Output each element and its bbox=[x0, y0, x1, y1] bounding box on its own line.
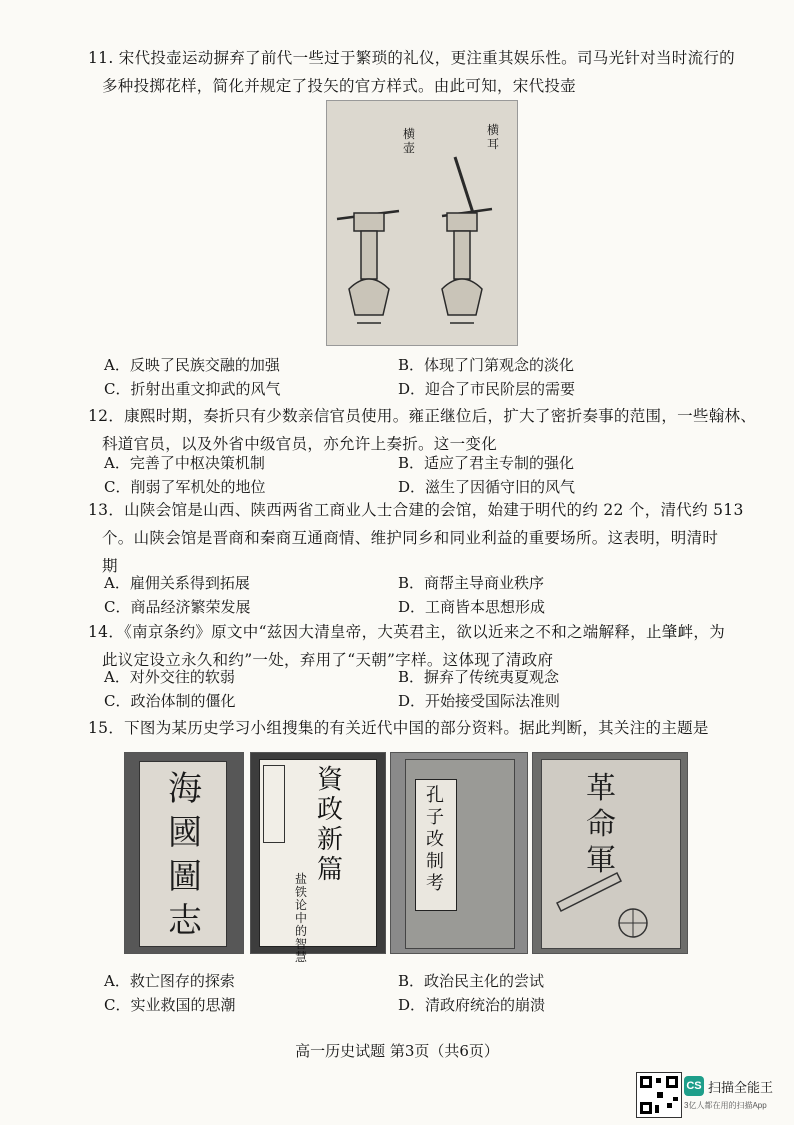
option-c[interactable]: C．折射出重文抑武的风气 bbox=[104, 380, 281, 398]
stem-line: 科道官员，以及外省中级官员，亦允许上奏折。这一变化 bbox=[102, 435, 498, 453]
option-c[interactable]: C．商品经济繁荣发展 bbox=[104, 598, 251, 616]
stem-line: 期 bbox=[102, 557, 118, 575]
book-title: 海國圖志 bbox=[168, 769, 202, 941]
option-b[interactable]: B．适应了君主专制的强化 bbox=[398, 454, 575, 472]
touhu-figure bbox=[326, 100, 518, 346]
option-b[interactable]: B．摒弃了传统夷夏观念 bbox=[398, 668, 560, 686]
qr-code bbox=[636, 1072, 682, 1118]
figure-label-left: 横壶 bbox=[403, 127, 416, 155]
option-a[interactable]: A．对外交往的软弱 bbox=[104, 668, 235, 686]
question-11-stem bbox=[88, 44, 735, 100]
question-12-stem bbox=[88, 402, 756, 458]
stem-line: 14．《南京条约》原文中“兹因大清皇帝，大英君主，欲以近来之不和之端解释，止肇衅，为 bbox=[88, 623, 725, 641]
scanner-name: 扫描全能王 bbox=[708, 1080, 774, 1095]
option-b[interactable]: B．体现了门第观念的淡化 bbox=[398, 356, 575, 374]
option-d[interactable]: D．清政府统治的崩溃 bbox=[398, 996, 546, 1014]
book-cover-kongzigaizhikao bbox=[390, 752, 528, 954]
option-d[interactable]: D．开始接受国际法准则 bbox=[398, 692, 561, 710]
figure-label-right: 横耳 bbox=[487, 123, 500, 151]
stem-line: 12．康熙时期，奏折只有少数亲信官员使用。雍正继位后，扩大了密折奏事的范围，一些翰林、 bbox=[88, 407, 757, 425]
option-b[interactable]: B．政治民主化的尝试 bbox=[398, 972, 545, 990]
camscanner-logo-icon: CS bbox=[684, 1076, 704, 1096]
option-d[interactable]: D．滋生了因循守旧的风气 bbox=[398, 478, 576, 496]
option-c[interactable]: C．削弱了军机处的地位 bbox=[104, 478, 266, 496]
stem-line: 15．下图为某历史学习小组搜集的有关近代中国的部分资料。据此判断，其关注的主题是 bbox=[88, 719, 709, 737]
stem-line: 个。山陕会馆是晋商和秦商互通商情、维护同乡和同业利益的重要场所。这表明，明清时 bbox=[102, 529, 719, 547]
stem-line: 此议定设立永久和约”一处，弃用了“天朝”字样。这体现了清政府 bbox=[102, 651, 554, 669]
scanner-tagline: 3亿人都在用的扫描App bbox=[684, 1101, 767, 1110]
cannon-illustration bbox=[547, 823, 671, 943]
book-cover-haiguotuzhi bbox=[124, 752, 244, 954]
option-c[interactable]: C．政治体制的僵化 bbox=[104, 692, 236, 710]
option-a[interactable]: A．救亡图存的探索 bbox=[104, 972, 235, 990]
book-subtitle: 盐铁论中的智慧 bbox=[295, 872, 308, 964]
option-c[interactable]: C．实业救国的思潮 bbox=[104, 996, 236, 1014]
book-cover-zizhengxinpian bbox=[250, 752, 386, 964]
question-15-stem bbox=[88, 714, 709, 742]
stem-line: 多种投掷花样，简化并规定了投矢的官方样式。由此可知，宋代投壶 bbox=[102, 77, 577, 95]
option-b[interactable]: B．商帮主导商业秩序 bbox=[398, 574, 545, 592]
stem-line: 13．山陕会馆是山西、陕西两省工商业人士合建的会馆，始建于明代的约 22 个，清代约 513 bbox=[88, 501, 744, 519]
book-title: 革命軍 bbox=[586, 771, 616, 878]
question-13-stem bbox=[88, 496, 744, 580]
book-title: 資政新篇 bbox=[316, 765, 343, 885]
option-d[interactable]: D．迎合了市民阶层的需要 bbox=[398, 380, 576, 398]
option-d[interactable]: D．工商皆本思想形成 bbox=[398, 598, 546, 616]
book-title: 孔子改制考 bbox=[426, 785, 444, 894]
option-a[interactable]: A．雇佣关系得到拓展 bbox=[104, 574, 250, 592]
book-cover-gemingjun bbox=[532, 752, 688, 954]
page-footer: 高一历史试题 第3页（共6页） bbox=[295, 1042, 499, 1060]
stem-line: 11. 宋代投壶运动摒弃了前代一些过于繁琐的礼仪，更注重其娱乐性。司马光针对当时流行的 bbox=[88, 49, 735, 67]
option-a[interactable]: A．完善了中枢决策机制 bbox=[104, 454, 265, 472]
option-a[interactable]: A．反映了民族交融的加强 bbox=[104, 356, 280, 374]
